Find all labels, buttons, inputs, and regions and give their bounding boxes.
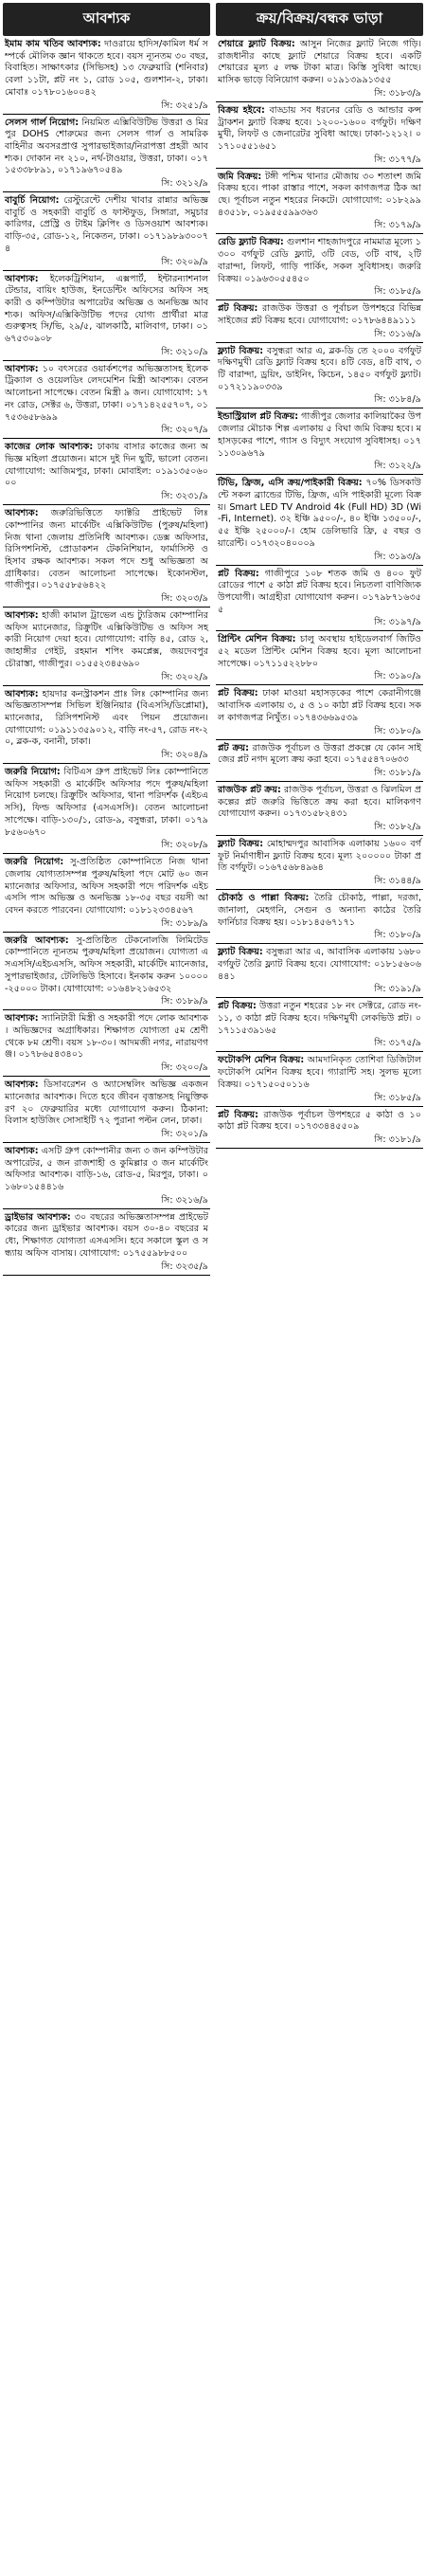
ad-body: রেস্টুরেন্টে দেশীয় খাবার রান্নার অভিজ্ঞ বাবুর্চি ও সহকারী বাবুর্চি ও ফাস্টফুড, সিঙ্গারা, সমুচার কারিগর, প্রেস্ট্রি ও টাইম ক্লিপিং ও ডিসওয়াশ আবশ্যক। বাড়ি-৩৫, রোড-১২, নিকেতন, ঢাকা। ০১৭১৯৮৯৩০০৭৪: [5, 195, 212, 254]
ad-reference-code: সি: ৩১৮১/৯: [374, 1134, 421, 1145]
classified-ad: [216, 343, 423, 409]
ad-text: [5, 1145, 212, 1194]
ad-text: [218, 1055, 425, 1091]
ad-reference-code: সি: ৩১৯৩/৯: [374, 551, 421, 562]
ad-headline: আবশ্যক:: [5, 1079, 39, 1091]
ad-body: সু-প্রতিষ্ঠিত কোম্পানিতে নিজ থানা জেলায় যোগ্যতাসম্পন্ন পুরুষ/মহিলা পদে মোট ৬০ জন ম্যানেজার অফিসার, অফিস সহকারী পদে পরিদর্শক এইচএসসি পাস অভিজ্ঞ ও অনভিজ্ঞ ১৮-৩৫ বছর বয়সী আবেদন করতে পারবেন। যোগাযোগ: ০১৮১২৩৩৪৫৬৭: [5, 857, 212, 916]
ad-text: [218, 171, 425, 220]
ad-headline: শেয়ারে ফ্ল্যাট বিক্রয়:: [218, 39, 295, 49]
ad-body: ইলেকট্রিশিয়ান, এক্সপার্ট, ইন্টারন্যাশনাল টেন্ডার, বায়িং হাউজ, ইনডেন্টিং অফিসের অফিস সহকারী ও কম্পিউটার অপারেটর অভিজ্ঞ ও অনভিজ্ঞ আবশ্যক। অফিস/এক্সিকিউটিভ পদের যোগ্য প্রার্থীরা মাত্র গুরুত্বসহ সি/ভি, ২৯/৫, ঝালকাঠি, মালিবাগ, ঢাকা। ০১৬৭৫৩০৯০৮: [5, 273, 212, 345]
ad-text: [5, 442, 212, 490]
ad-text: [218, 303, 425, 327]
ad-headline: রেডি ফ্ল্যাট বিক্রয়:: [218, 237, 284, 248]
classified-ad: [3, 1143, 210, 1209]
ad-headline: ইন্ডাস্ট্রিয়াল প্লট বিক্রয়:: [218, 411, 299, 423]
ad-headline: প্রিন্টিং মেশিন বিক্রয়:: [218, 634, 296, 645]
classifieds-page: [3, 3, 423, 1276]
classified-ad: [3, 439, 210, 505]
ad-reference-code: সি: ৩১৯০/৯: [374, 671, 421, 682]
ad-reference-code: সি: ৩২১০/৯: [161, 346, 208, 357]
classified-ad: [3, 1209, 210, 1276]
ad-body: টঙ্গী পশ্চিম থানার মৌজায় ৩০ শতাংশ জমি বিক্রয় হবে। পাকা রাস্তার পাশে, সকল কাগজপত্র ঠিক আছে। পূর্বাচল নতুন শহরের নিকটে। যোগাযোগ: ০১৮২৯৯৪৩৫১৮, ০১৯৫৫৫৯৯৩৬৩: [218, 171, 425, 218]
ad-text: [218, 39, 425, 87]
ad-headline: আবশ্যক:: [5, 610, 39, 622]
ad-headline: জমি বিক্রয়:: [218, 171, 262, 182]
ad-reference-code: সি: ৩২০৮/৯: [161, 840, 208, 851]
ad-headline: প্লট ক্রয়:: [218, 742, 250, 753]
ad-reference-code: সি: ৩১৭৯/৯: [374, 220, 421, 231]
ad-reference-code: সি: ৩১৯৭/৯: [374, 617, 421, 628]
classified-ad: [216, 836, 423, 890]
ad-headline: আবশ্যক:: [5, 1013, 39, 1025]
classified-ad: [216, 408, 423, 475]
wanted-header: আবশ্যক: [3, 3, 210, 36]
ad-body: নিয়মিত এক্সিবিউটিভ উত্তরা ও মিরপুর DOHS শোরুমের জন্য সেলস গার্ল ও সামরিক বাহিনীর অবসরপ্রাপ্ত সুপারভাইজার/নিরাপত্তা প্রহরী আবশ্যক। দোকান নং ২১০, নর্থ-টাওয়ার, উত্তরা, ঢাকা। ০১৭১৫৩৩৮৮৯১, ০১৭১৯৬৭০৫৪৯: [5, 117, 212, 176]
classified-ad: [3, 115, 210, 193]
ad-text: [218, 345, 425, 394]
ad-text: [5, 1211, 212, 1261]
ad-body: ৩০ বছরের অভিজ্ঞতাসম্পন্ন প্রাইভেট কারের জন্য ড্রাইভার আবশ্যক। বয়স ৩০-৪০ বছরের মধ্যে, শিক্ষাগত যোগ্যতা এসএসসি। হবে সকালে স্কুল ও সন্ধ্যায় অফিস বাসায়। যোগাযোগ: ০১৭৫৫৯৮৮৫০০: [5, 1211, 212, 1259]
ad-reference-code: সি: ৩১৮০/৯: [374, 930, 421, 941]
ad-text: [218, 893, 425, 929]
ad-text: [5, 508, 212, 592]
ad-body: গাজীপুর জেলার কালিয়াকৈর উপজেলার মৌচাক শিল্প এলাকায় ৫ বিঘা জমি বিক্রয় হবে। মহাসড়কের পাশে, গ্যাস ও বিদ্যুৎ সংযোগ সুবিধাসহ। ০১৭১১৩০৯৬৭৯: [218, 411, 422, 459]
ad-body: বাড্ডায় সব ধরনের রেডি ও আন্ডার কন্সট্রাকশন ফ্ল্যাট বিক্রয় হবে। ১২০০-১৬০০ বর্গফুট। দক্ষিণমুখী, লিফট ও জেনারেটর সুবিধা আছে। ঢাকা-১২১২। ০১৭১০৫৫১৬৫১: [218, 104, 421, 152]
ad-body: গুলশান শাহজাদপুরে নামমাত্র মূল্যে ১৩০০ বর্গফুট রেডি ফ্ল্যাট, ৩টি বেড, ৩টি বাথ, ২টি বারান্দা, লিফট, গাড়ি পার্কিং, সকল সুবিধাসহ। জরুরি বিক্রয়। ০১৯৬৩০৫৫৪৫০: [218, 237, 425, 284]
ad-reference-code: সি: ৩২০০/৯: [161, 1062, 208, 1074]
ad-text: [5, 117, 212, 178]
ad-headline: কাজের লোক আবশ্যক:: [5, 442, 94, 453]
ad-reference-code: সি: ৩১৪৪/৯: [374, 876, 421, 887]
ad-text: [5, 195, 212, 256]
ad-reference-code: সি: ৩১৮৫/৯: [374, 286, 421, 298]
buy-sell-header: ক্রয়/বিক্রয়/বন্ধক ভাড়া: [216, 3, 423, 36]
classified-ad: [3, 361, 210, 440]
classified-ad: [216, 169, 423, 235]
ad-body: আসুন নিজের ফ্ল্যাট নিজে গড়ি। রাজধানীর কাছে ফ্ল্যাট শেয়ারে বিক্রয় হবে। একটি শেয়ারের মূল্য ৫ লক্ষ টাকা মাত্র। কিস্তি সুবিধা আছে। মাসিক ভাড়ে বিনিয়োগ করুন। ০১৯১৩৯৯১৩৫৫: [218, 39, 425, 86]
classified-ad: [3, 608, 210, 686]
ad-text: [5, 767, 212, 839]
buy-sell-column: [216, 3, 423, 1276]
classified-ad: [216, 782, 423, 836]
ad-reference-code: সি: ৩২০২/৯: [161, 671, 208, 682]
ad-text: [218, 634, 425, 670]
classified-ad: [216, 998, 423, 1052]
classified-ad: [3, 505, 210, 608]
classified-ad: [216, 685, 423, 739]
ad-headline: প্লট বিক্রয়:: [218, 568, 259, 579]
ad-headline: প্লট বিক্রয়:: [218, 1001, 257, 1012]
ad-body: রাজউক পূর্বাচল ও উত্তরা প্রকল্পে যে কোন সাইজের প্লট নগদ মূল্যে ক্রয় করা হবে। ০১৭৫৫৪৭০৬৩৩: [218, 742, 421, 766]
ad-text: [5, 363, 212, 425]
ad-body: ৭০% ডিসকাউন্টে সকল ব্র্যান্ডের টিভি, ফ্রিজ, এসি পাইকারী মূল্যে বিক্রয়। Smart LED TV Android 4k (Full HD) 3D (Wi-Fi, Internet). ৩২ ইঞ্চি ৯৫০০/-, ৪০ ইঞ্চি ১৩৫০০/-, ৫৫ ইঞ্চি ২৫০০০/-। হোম ডেলিভারি ফ্রি, ৫ বছর ওয়ারেন্টি। ০১৭৩২০৪০০০৯: [218, 478, 425, 549]
classified-ad: [216, 36, 423, 102]
ad-body: গাজীপুরে ১০৮ শতক জমি ও ৪০০ ফুট রোডের পাশে ৫ কাঠা প্লট বিক্রয় হবে। নিচতলা বাণিজ্যিক উপযোগী। আগ্রহীরা যোগাযোগ করুন। ০১৭৯৮৭১৬৩৫৫: [218, 568, 425, 615]
classified-ad: [3, 192, 210, 271]
ad-headline: বিক্রয় হইবে:: [218, 104, 265, 116]
ad-body: এসটি গ্রুপ কোম্পানীর জন্য ৩ জন কম্পিউটার অপারেটর, ৫ জন রাজশাহী ও কুমিল্লার ৩ জন মার্কেটিং অফিসার আবশ্যক। বাড়ি-১৬, রোড-৫, মিরপুর, ঢাকা। ০১৬৮০১৫৪৪১৬: [5, 1145, 212, 1193]
ad-body: মোহাম্মদপুর আবাসিক এলাকায় ১৬০০ বর্গফুট নির্মাণাধীন ফ্ল্যাট বিক্রয় হবে। মূল্য ২০০০০০ টাকা প্রতি বর্গফুট। ০১৬৭৫৬৮৪৯৬৪: [218, 839, 421, 874]
ad-text: [218, 568, 425, 617]
classified-ad: [216, 890, 423, 944]
ad-text: [5, 610, 212, 671]
ad-body: ঢাকায় বাসার কাজের জন্য অভিজ্ঞ মহিলা প্রয়োজন। মাসে দুই দিন ছুটি, ভালো বেতন। যোগাযোগ: আজিমপুর, ঢাকা। মোবাইল: ০১৯১৩৫০৬০০০: [5, 442, 212, 489]
ad-reference-code: সি: ৩১৯১/৯: [374, 984, 421, 995]
ad-headline: সেলস গার্ল নিয়োগ:: [5, 117, 80, 128]
classified-ad: [3, 36, 210, 115]
ad-text: [218, 237, 425, 285]
classified-ad: [3, 1010, 210, 1077]
ad-headline: জরুরি আবশ্যক:: [5, 934, 69, 946]
ad-reference-code: সি: ৩১৮২/৯: [374, 822, 421, 833]
ad-body: আমদানিকৃত তোশিবা ডিজিটাল ফটোকপি মেশিন বিক্রয় হবে। গ্যারান্টি সহ। সুলভ মূল্যে বিক্রয়। ০১৭১৫০৫০১১৬: [218, 1055, 425, 1090]
ad-text: [218, 947, 425, 983]
ad-reference-code: সি: ৩২৩৫/৯: [161, 1261, 208, 1272]
ad-reference-code: সি: ৩১৮০/৯: [374, 725, 421, 736]
ad-reference-code: সি: ৩১৮৯/৯: [161, 996, 208, 1007]
classified-ad: [216, 740, 423, 782]
classified-ad: [3, 764, 210, 854]
ad-reference-code: সি: ৩২০৪/৯: [161, 750, 208, 761]
ad-text: [5, 39, 212, 100]
ad-body: জরুরিভিত্তিতে ফ্যাক্টরি প্রাইভেট লিঃ কোম্পানির জন্য মার্কেটিং এক্সিকিউটিভ (পুরুষ/মহিলা) নিজ থানা জেলায় প্রতিনিধি আবশ্যক। ডেক্স অফিসার, রিসিপশনিস্ট, প্রোডাকশন টেকনিশিয়ান, ফার্মাসিস্ট ও হিসাব রক্ষক আবশ্যক। সকল পদে শুধু অভিজ্ঞতা অগ্রাধিকার। বেতন আলোচনা সাপেক্ষে। ইকোনস্টল, গাজীপুর। ০১৭৫৫৮৫৬৪২২: [5, 508, 212, 591]
ad-reference-code: সি: ৩২০৭/৯: [161, 425, 208, 436]
classified-ad: [3, 933, 210, 1011]
ad-body: তৈরি চৌকাঠ, পাল্লা, দরজা, জানালা, মেহগনি, সেগুন ও অন্যান্য কাঠের তৈরি ফার্নিচার বিক্রয় হয়। ০১৮১৪৫৬৭১৭১: [218, 893, 425, 928]
classified-ad: [216, 300, 423, 342]
ad-text: [218, 411, 421, 460]
ad-body: বিটিএস গ্রুপ প্রাইভেট লিঃ কোম্পানিতে অফিস সহকারী ও মার্কেটিং অফিসার পদে পুরুষ/মহিলা নিয়োগ চলছে। রিক্রুটিং অফিসার, থানা পরিদর্শক (এইচএসসি), ফিল্ড অফিসার (এসএসসি)। বেতন আলোচনা সাপেক্ষে। বাড়ি-১৩০/১, রোড-৯, বসুন্ধরা, ঢাকা। ০১৭৯৮৫৬০৬৭০: [5, 767, 212, 838]
classified-ad: [216, 234, 423, 300]
classified-ad: [216, 475, 423, 565]
ad-body: ঢাকা মাওয়া মহাসড়কের পাশে কেরানীগঞ্জে আবাসিক এলাকায় ৩, ৫ ও ১০ কাঠা প্লট বিক্রয় হবে। সকল কাগজপত্র নিখুঁত। ০১৭৪৩৬৬৯৫৩৯: [218, 688, 425, 723]
classified-ad: [3, 271, 210, 361]
classified-ad: [3, 686, 210, 765]
ad-headline: প্লট বিক্রয়:: [218, 303, 258, 315]
ad-body: চালু অবস্থায় হাইডেলবার্গ জিটিও ৫২ মডেল প্রিন্টিং মেশিন বিক্রয় হবে। মূল্য আলোচনা সাপেক্ষে। ০১৭১১৫২২৮৮০: [218, 634, 425, 669]
ad-text: [5, 1079, 212, 1128]
ad-text: [218, 105, 421, 154]
classified-ad: [216, 102, 423, 169]
ad-body: ১০ বৎসরের ওয়ার্কশপের অভিজ্ঞতাসহ ইলেকট্রিক্যাল ও ওয়েলডিং লেদমেশিন মিস্ত্রী আবশ্যক। বেতন আলোচনা সাপেক্ষে। বেতন মিস্ত্রী ৯ জন। যোগাযোগ: ১৭ নং রোড, সেক্টর ৬, উত্তরা, ঢাকা। ০১৭১৪২৫৫৭০৭, ০১৭৫৩৬৫৮৬৯৯: [5, 363, 212, 423]
ad-headline: আবশ্যক:: [5, 508, 39, 519]
classified-ad: [216, 944, 423, 998]
ad-reference-code: সি: ৩১৭৫/৯: [374, 1038, 421, 1049]
ad-reference-code: সি: ৩১২২/৯: [374, 461, 421, 472]
ad-reference-code: সি: ৩১১৬/৯: [374, 328, 421, 339]
ad-headline: চৌকাঠ ও পাল্লা বিক্রয়:: [218, 893, 310, 904]
ad-reference-code: সি: ৩২০৯/৯: [161, 256, 208, 267]
ad-headline: আবশ্যক:: [5, 273, 39, 284]
ad-reference-code: সি: ৩২১৬/৯: [161, 1194, 208, 1206]
classified-ad: [216, 631, 423, 685]
ad-body: ডিসাবরেশন ও অ্যাসেম্বলিং অভিজ্ঞ একজন ম্যানেজার আবশ্যক। দিতে হবে জীবন বৃত্তান্তসহ নিয়ুক্তিকরণ ২০ ফেব্রুয়ারির মধ্যে যোগাযোগ করুন। ঠিকানা: বিলাস হাউজিং সোসাইটি ৭২ পুরানা পল্টন লেন, ঢাকা।: [5, 1079, 212, 1127]
ad-body: বসুন্ধরা আর এ, আবাসিক এলাকায় ১৬৮০ বর্গফুট তৈরি ফ্ল্যাট বিক্রয় হবে। যোগাযোগ: ০১৮১৫৬০৬৪৪১: [218, 947, 425, 982]
ad-text: [218, 743, 421, 767]
ad-headline: ফ্ল্যাট বিক্রয়:: [218, 947, 263, 958]
ad-body: রাজউক পূর্বাচল উপশহরে ৫ কাঠা ও ১০ কাঠা প্লট বিক্রয় হবে। ০১৭৩৩৪৪৫৫০৯: [218, 1109, 425, 1133]
classified-ad: [216, 1052, 423, 1106]
ad-text: [218, 839, 421, 875]
ad-headline: টিভি, ফ্রিজ, এসি ক্রয়/পাইকারী বিক্রয়:: [218, 478, 363, 489]
ad-headline: আবশ্যক:: [5, 363, 39, 374]
ad-headline: ফ্ল্যাট বিক্রয়:: [218, 345, 264, 356]
ad-headline: ফটোকপি মেশিন বিক্রয়:: [218, 1055, 305, 1066]
ad-text: [5, 273, 212, 346]
ad-text: [218, 784, 425, 821]
ad-headline: জরুরি নিয়োগ:: [5, 767, 61, 778]
ad-headline: আবশ্যক:: [5, 1145, 39, 1156]
ad-body: বসুন্ধরা আর এ, ব্লক-ডি তে ২০০০ বর্গফুট দক্ষিণমুখী রেডি ফ্ল্যাট বিক্রয় হবে। ৪টি বেড, ৪টি বাথ, ৩টি বারান্দা, ড্রয়িং, ডাইনিং, কিচেন, ১৪৫০ বর্গফুট ফ্ল্যাট। ০১৭২১১৯০৩৩৯: [218, 345, 425, 392]
classified-ad: [216, 1107, 423, 1149]
ad-text: [218, 1109, 425, 1134]
classified-ad: [3, 1077, 210, 1143]
ad-text: [5, 688, 212, 750]
ad-text: [218, 1001, 421, 1037]
ad-headline: রাজউক প্লট ক্রয়:: [218, 784, 281, 795]
wanted-column: [3, 3, 210, 1276]
ad-body: দাওরায়ে হাদিস/কামিল ধর্ম সম্পর্কে মৌলিক জ্ঞান থাকতে হবে। বয়স ন্যূনতম ৩০ বছর, বিবাহিত। সাক্ষাৎকার (সিভিসহ) ১৩ ফেব্রুয়ারি (শনিবার) বেলা ১১টা, প্লট নং ১, রোড ১০৫, গুলশান-২, ঢাকা। মোবাঃ ০১৭৮০১৬০০৪২: [5, 39, 212, 98]
ad-reference-code: সি: ৩১৮৩/৯: [374, 87, 421, 99]
ad-headline: ইমাম কাম খতিব আবশ্যক:: [5, 39, 101, 49]
ad-body: রাজউক পূর্বাচল, উত্তরা ও ঝিলমিল প্রকল্পের প্লট জরুরি ভিত্তিতে ক্রয় করা হবে। মালিকগণ যোগাযোগ করুন। ০১৭৩১৫৮২৪৩১: [218, 784, 425, 820]
ad-reference-code: সি: ৩১৮৫/৯: [374, 1092, 421, 1103]
ad-reference-code: সি: ৩২০৩/৯: [161, 593, 208, 605]
ad-text: [5, 934, 212, 996]
ad-text: [5, 857, 212, 917]
ad-headline: আবশ্যক:: [5, 688, 39, 699]
ad-reference-code: সি: ৩২১২/৯: [161, 178, 208, 190]
ad-headline: ফ্ল্যাট বিক্রয়:: [218, 839, 264, 850]
ad-reference-code: সি: ৩২৩১/৯: [161, 491, 208, 502]
ad-headline: বাবুর্চি নিয়োগ:: [5, 195, 60, 207]
ad-body: হায়দার কনস্ট্রাকশন প্রাঃ লিঃ কোম্পানির জন্য অভিজ্ঞতাসম্পন্ন সিভিল ইঞ্জিনিয়ার (বিএসসি/ডিপ্লোমা), ম্যানেজার, রিসিপশনিস্ট এবং পিয়ন প্রয়োজন। যোগাযোগ: ০১৯১১৩৫৯০১২, বাড়ি নং-৫৭, রোড নং-২০, ব্লক-ক, বনানী, ঢাকা।: [5, 688, 212, 748]
ad-body: সু-প্রতিষ্ঠিত টেকনোলজি লিমিটেড কোম্পানিতে ন্যূনতম পুরুষ/মহিলা প্রয়োজন। যোগ্যতা এসএসসি/এইচএসসি, অফিস সহকারী, মার্কেটিং ম্যানেজার, সুপারভাইজার, টেলিভিউ হিসাবে। ইনকাম করুন ১০০০০-২৫০০০ টাকা। যোগাযোগ: ০১৬৪৮২১৬৫৩২: [5, 934, 212, 994]
ad-headline: জরুরি নিয়োগ:: [5, 857, 64, 868]
classified-ad: [216, 566, 423, 632]
ad-body: উত্তরা নতুন শহরের ১৮ নং সেক্টরে, রোড নং-১১, ৩ কাঠা প্লট বিক্রয় হবে। দক্ষিণমুখী লেকভিউ প্লট। ০১৭১১৫৩৯১৬৫: [218, 1001, 421, 1036]
ad-reference-code: সি: ৩২৫১/৯: [161, 100, 208, 111]
ad-reference-code: সি: ৩১৭৭/৯: [374, 154, 421, 165]
ad-reference-code: সি: ৩১৮৪/৯: [374, 394, 421, 406]
ad-headline: প্লট বিক্রয়:: [218, 688, 258, 699]
ad-headline: ড্রাইভার আবশ্যক:: [5, 1211, 71, 1223]
ad-body: স্যানিটারী মিস্ত্রী ও সহকারী পদে লোক আবশ্যক। অভিজ্ঞদের অগ্রাধিকার। শিক্ষাগত যোগ্যতা ৫ম শ্রেণী থেকে ৮ম শ্রেণী। বয়স ১৮-৩০। আদমজী নগর, নারায়ণগঞ্জ। ০১৭৮৬৫৪৩৪০১: [5, 1013, 212, 1061]
ad-headline: প্লট বিক্রয়:: [218, 1109, 258, 1120]
ad-text: [218, 478, 425, 550]
ad-reference-code: সি: ৩২০১/৯: [161, 1128, 208, 1139]
ad-text: [5, 1013, 212, 1061]
ad-reference-code: সি: ৩১৮১/৯: [374, 767, 421, 778]
ad-reference-code: সি: ৩১৮৯/৯: [161, 917, 208, 929]
ad-body: হাজী কামাল ট্রাভেল এন্ড ট্যুরিজম কোম্পানির অফিস ম্যানেজার, রিক্রুটিং এক্সিকিউটিভ ও অফিস সহকারী নিয়োগ দেয়া হবে। যোগাযোগ: বাড়ি ৪৫, রোড ২, জাহাঙ্গীর গেইট, রহমান শপিং কমপ্লেক্স, জয়দেবপুর চৌরাস্তা, গাজীপুর। ০১৫৫২৩৪৫৬৯০: [5, 610, 212, 669]
classified-ad: [3, 854, 210, 933]
ad-text: [218, 688, 425, 724]
ad-body: রাজউক উত্তরা ও পূর্বাচল উপশহরে বিভিন্ন সাইজের প্লট বিক্রয় হবে। যোগাযোগ: ০১৭৮৬৪৪৯১১১: [218, 303, 425, 326]
